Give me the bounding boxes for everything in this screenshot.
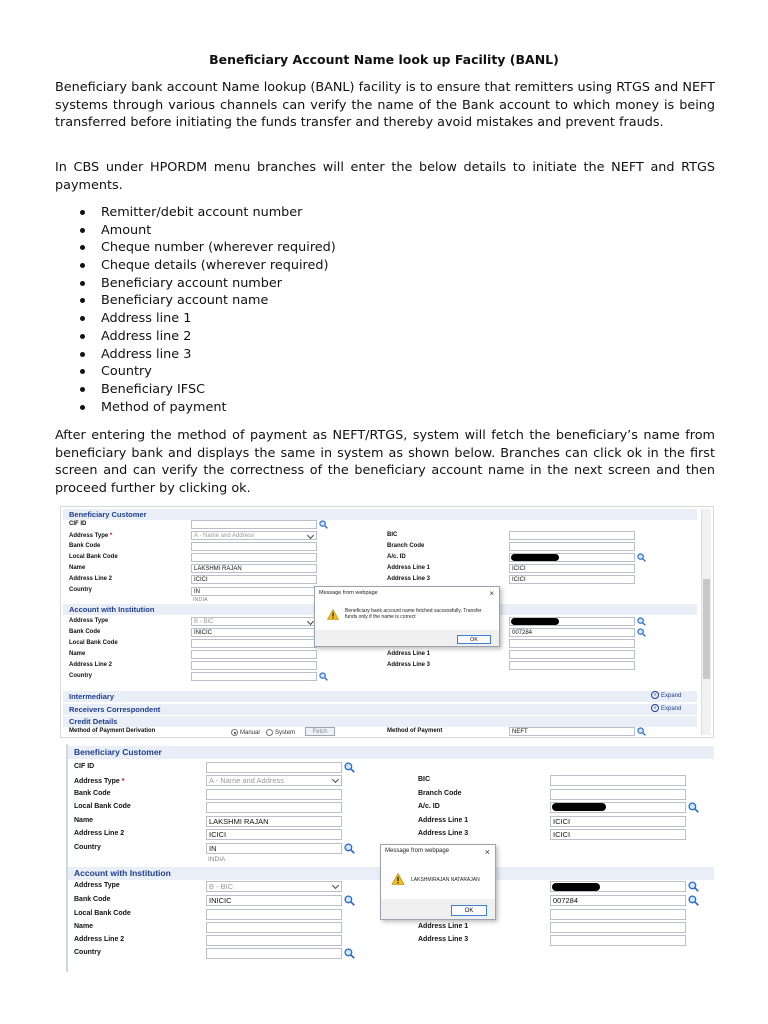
fetch-button[interactable]: Fetch (305, 727, 335, 736)
bank-code-input[interactable] (191, 542, 317, 551)
address-line-1-input[interactable]: ICICI (550, 816, 686, 827)
ac-id-label: A/c. ID (387, 554, 406, 560)
inst-address-type-select[interactable]: B - BIC (206, 881, 342, 892)
method-derivation-label: Method of Payment Derivation (69, 728, 156, 734)
bank-code-label: Bank Code (74, 790, 111, 797)
address-line-1-input[interactable]: ICICI (509, 564, 635, 573)
address-type-label: Address Type * (74, 778, 125, 785)
details-bullet-list (80, 204, 336, 416)
bank-code-label: Bank Code (69, 543, 101, 549)
inst-name-input[interactable] (206, 922, 342, 933)
expand-icon: » (651, 704, 659, 712)
inst-local-bank-code-input[interactable] (206, 909, 342, 920)
method-of-payment-label: Method of Payment (387, 728, 443, 734)
inst-local-bank-code-label: Local Bank Code (74, 910, 131, 917)
inst-address-line-2-label: Address Line 2 (69, 662, 113, 668)
name-label: Name (69, 565, 86, 571)
address-line-3-label: Address Line 3 (387, 576, 431, 582)
section-beneficiary-customer: Beneficiary Customer (68, 746, 714, 759)
branch-code-label: Branch Code (387, 543, 425, 549)
search-icon[interactable] (319, 672, 328, 681)
inst-address-line-3-input[interactable] (550, 935, 686, 946)
inst-field-input[interactable] (550, 909, 686, 920)
list-item: Beneficiary account number (80, 275, 336, 293)
search-icon[interactable] (344, 843, 355, 854)
bank-code-input[interactable] (206, 789, 342, 800)
close-icon[interactable]: × (484, 847, 490, 857)
list-item: Cheque number (wherever required) (80, 239, 336, 257)
inst-address-line-1-input[interactable] (550, 922, 686, 933)
list-item: Beneficiary IFSC (80, 381, 336, 399)
branch-code-label: Branch Code (418, 790, 462, 797)
inst-bank-code-input[interactable]: INICIC (206, 895, 342, 906)
inst-name-label: Name (69, 651, 86, 657)
country-label: Country (69, 587, 92, 593)
search-icon[interactable] (344, 762, 355, 773)
name-input[interactable]: LAKSHMI RAJAN (191, 564, 317, 573)
dialog-title: Message from webpage (319, 590, 378, 596)
inst-address-line-1-label: Address Line 1 (418, 923, 469, 930)
expand-intermediary-button[interactable]: » Expand (651, 691, 681, 702)
inst-address-type-label: Address Type (74, 882, 120, 889)
list-item: Cheque details (wherever required) (80, 257, 336, 275)
search-icon[interactable] (637, 553, 646, 562)
inst-country-input[interactable] (191, 672, 317, 681)
list-item: Beneficiary account name (80, 292, 336, 310)
bic-input[interactable] (509, 531, 635, 540)
cif-id-input[interactable] (206, 762, 342, 773)
address-line-3-input[interactable]: ICICI (509, 575, 635, 584)
ok-button[interactable]: OK (457, 635, 491, 644)
address-line-3-input[interactable]: ICICI (550, 829, 686, 840)
inst-address-line-2-label: Address Line 2 (74, 936, 125, 943)
local-bank-code-input[interactable] (206, 802, 342, 813)
bic-label: BIC (418, 776, 431, 783)
scrollbar[interactable] (701, 509, 711, 735)
inst-code-input[interactable]: 007284 (550, 895, 686, 906)
search-icon[interactable] (344, 895, 355, 906)
list-item: Address line 3 (80, 346, 336, 364)
section-account-with-institution: Account with Institution (63, 604, 697, 615)
address-line-3-label: Address Line 3 (418, 830, 469, 837)
search-icon[interactable] (344, 948, 355, 959)
list-item: Method of payment (80, 399, 336, 417)
address-line-2-label: Address Line 2 (69, 576, 113, 582)
scrollbar-thumb[interactable] (703, 579, 710, 679)
dialog-message: Beneficiary bank account name fetched successfully. Transfer funds only if the name is correct (345, 608, 482, 620)
inst-address-line-3-label: Address Line 3 (418, 936, 469, 943)
inst-local-bank-code-label: Local Bank Code (69, 640, 118, 646)
redaction-mark (552, 803, 606, 811)
address-line-1-label: Address Line 1 (418, 817, 469, 824)
ok-button[interactable]: OK (451, 905, 487, 916)
search-icon[interactable] (688, 895, 699, 906)
country-description: INDIA (208, 856, 226, 863)
cif-id-label: CIF ID (74, 763, 95, 770)
name-input[interactable]: LAKSHMI RAJAN (206, 816, 342, 827)
inst-address-line-3-input[interactable] (509, 661, 635, 670)
local-bank-code-input[interactable] (191, 553, 317, 562)
inst-address-line-2-input[interactable] (191, 661, 317, 670)
screenshot-fetch-confirmation (60, 506, 714, 738)
inst-address-type-select[interactable]: B - BIC (191, 617, 317, 626)
local-bank-code-label: Local Bank Code (69, 554, 118, 560)
search-icon[interactable] (688, 881, 699, 892)
country-input[interactable]: IN (206, 843, 342, 854)
warning-icon (327, 609, 339, 620)
address-type-select[interactable]: A - Name and Address (191, 531, 317, 540)
dialog-message: LAKSHMIRAJAN NATARAJAN (411, 877, 480, 883)
address-line-2-input[interactable]: ICICI (206, 829, 342, 840)
address-line-2-label: Address Line 2 (74, 830, 125, 837)
branch-code-input[interactable] (550, 789, 686, 800)
section-credit-details: Credit Details (63, 716, 697, 727)
section-intermediary[interactable]: Intermediary » Expand (63, 691, 697, 702)
message-dialog (380, 844, 496, 920)
warning-icon (391, 873, 405, 885)
inst-address-type-label: Address Type (69, 618, 109, 624)
address-type-label: Address Type * (69, 533, 113, 539)
address-line-2-input[interactable]: ICICI (191, 575, 317, 584)
fetch-paragraph: After entering the method of payment as NEFT/RTGS, system will fetch the beneficiary’s name from beneficiary bank and displays the same in system as shown below. Branches can click ok in the first screen and can verify the correctness of the beneficiary account name in the next screen and then proceed further by clicking ok. (55, 428, 715, 496)
inst-ac-id-input[interactable] (550, 881, 686, 892)
inst-country-label: Country (69, 673, 92, 679)
inst-bank-code-input[interactable]: INICIC (191, 628, 317, 637)
branch-code-input[interactable] (509, 542, 635, 551)
address-type-select[interactable]: A - Name and Address (206, 775, 342, 786)
inst-ac-id-input[interactable] (509, 617, 635, 626)
list-item: Amount (80, 222, 336, 240)
radio-manual[interactable]: Manual (231, 729, 260, 736)
search-icon[interactable] (319, 520, 328, 529)
redaction-mark (511, 554, 559, 561)
list-item: Remitter/debit account number (80, 204, 336, 222)
section-receivers-correspondent[interactable]: Receivers Correspondent » Expand (63, 704, 697, 715)
inst-field-input[interactable] (509, 639, 635, 648)
inst-local-bank-code-input[interactable] (191, 639, 317, 648)
search-icon[interactable] (637, 727, 646, 736)
address-line-1-label: Address Line 1 (387, 565, 431, 571)
inst-address-line-2-input[interactable] (206, 935, 342, 946)
message-dialog (314, 586, 500, 647)
inst-address-line-3-label: Address Line 3 (387, 662, 431, 668)
method-of-payment-input[interactable]: NEFT (509, 727, 635, 736)
section-account-with-institution: Account with Institution (68, 867, 714, 880)
list-item: Address line 1 (80, 310, 336, 328)
search-icon[interactable] (688, 802, 699, 813)
local-bank-code-label: Local Bank Code (74, 803, 131, 810)
country-label: Country (74, 844, 101, 851)
intro-paragraph: Beneficiary bank account Name lookup (BANL) facility is to ensure that remitters using RTGS and NEFT systems through various channels can verify the name of the Bank account to which money is being transferred before initiating the funds transfer and thereby avoid mistakes and prevent frauds. (55, 80, 715, 131)
close-icon[interactable]: × (489, 589, 494, 598)
country-input[interactable]: IN (191, 587, 317, 596)
inst-country-input[interactable] (206, 948, 342, 959)
expand-receivers-button[interactable]: » Expand (651, 704, 681, 715)
radio-system[interactable]: System (266, 729, 295, 736)
country-description: INDIA (193, 597, 208, 603)
inst-bank-code-label: Bank Code (69, 629, 101, 635)
ac-id-label: A/c. ID (418, 803, 440, 810)
dialog-title: Message from webpage (385, 848, 450, 854)
section-beneficiary-customer: Beneficiary Customer (63, 509, 697, 520)
inst-address-line-1-input[interactable] (509, 650, 635, 659)
inst-name-input[interactable] (191, 650, 317, 659)
inst-bank-code-label: Bank Code (74, 896, 111, 903)
list-item: Country (80, 363, 336, 381)
bic-label: BIC (387, 532, 398, 538)
expand-icon: » (651, 691, 659, 699)
inst-name-label: Name (74, 923, 94, 930)
search-icon[interactable] (637, 628, 646, 637)
cif-id-input[interactable] (191, 520, 317, 529)
name-label: Name (74, 817, 94, 824)
list-item: Address line 2 (80, 328, 336, 346)
inst-country-label: Country (74, 949, 101, 956)
document-title: Beneficiary Account Name look up Facility (BANL) (209, 52, 559, 67)
inst-address-line-1-label: Address Line 1 (387, 651, 431, 657)
inst-code-input[interactable]: 007284 (509, 628, 635, 637)
cif-id-label: CIF ID (69, 521, 87, 527)
screenshot-name-verification (66, 744, 714, 972)
hpordm-paragraph: In CBS under HPORDM menu branches will enter the below details to initiate the NEFT and RTGS payments. (55, 160, 715, 193)
bic-input[interactable] (550, 775, 686, 786)
search-icon[interactable] (637, 617, 646, 626)
